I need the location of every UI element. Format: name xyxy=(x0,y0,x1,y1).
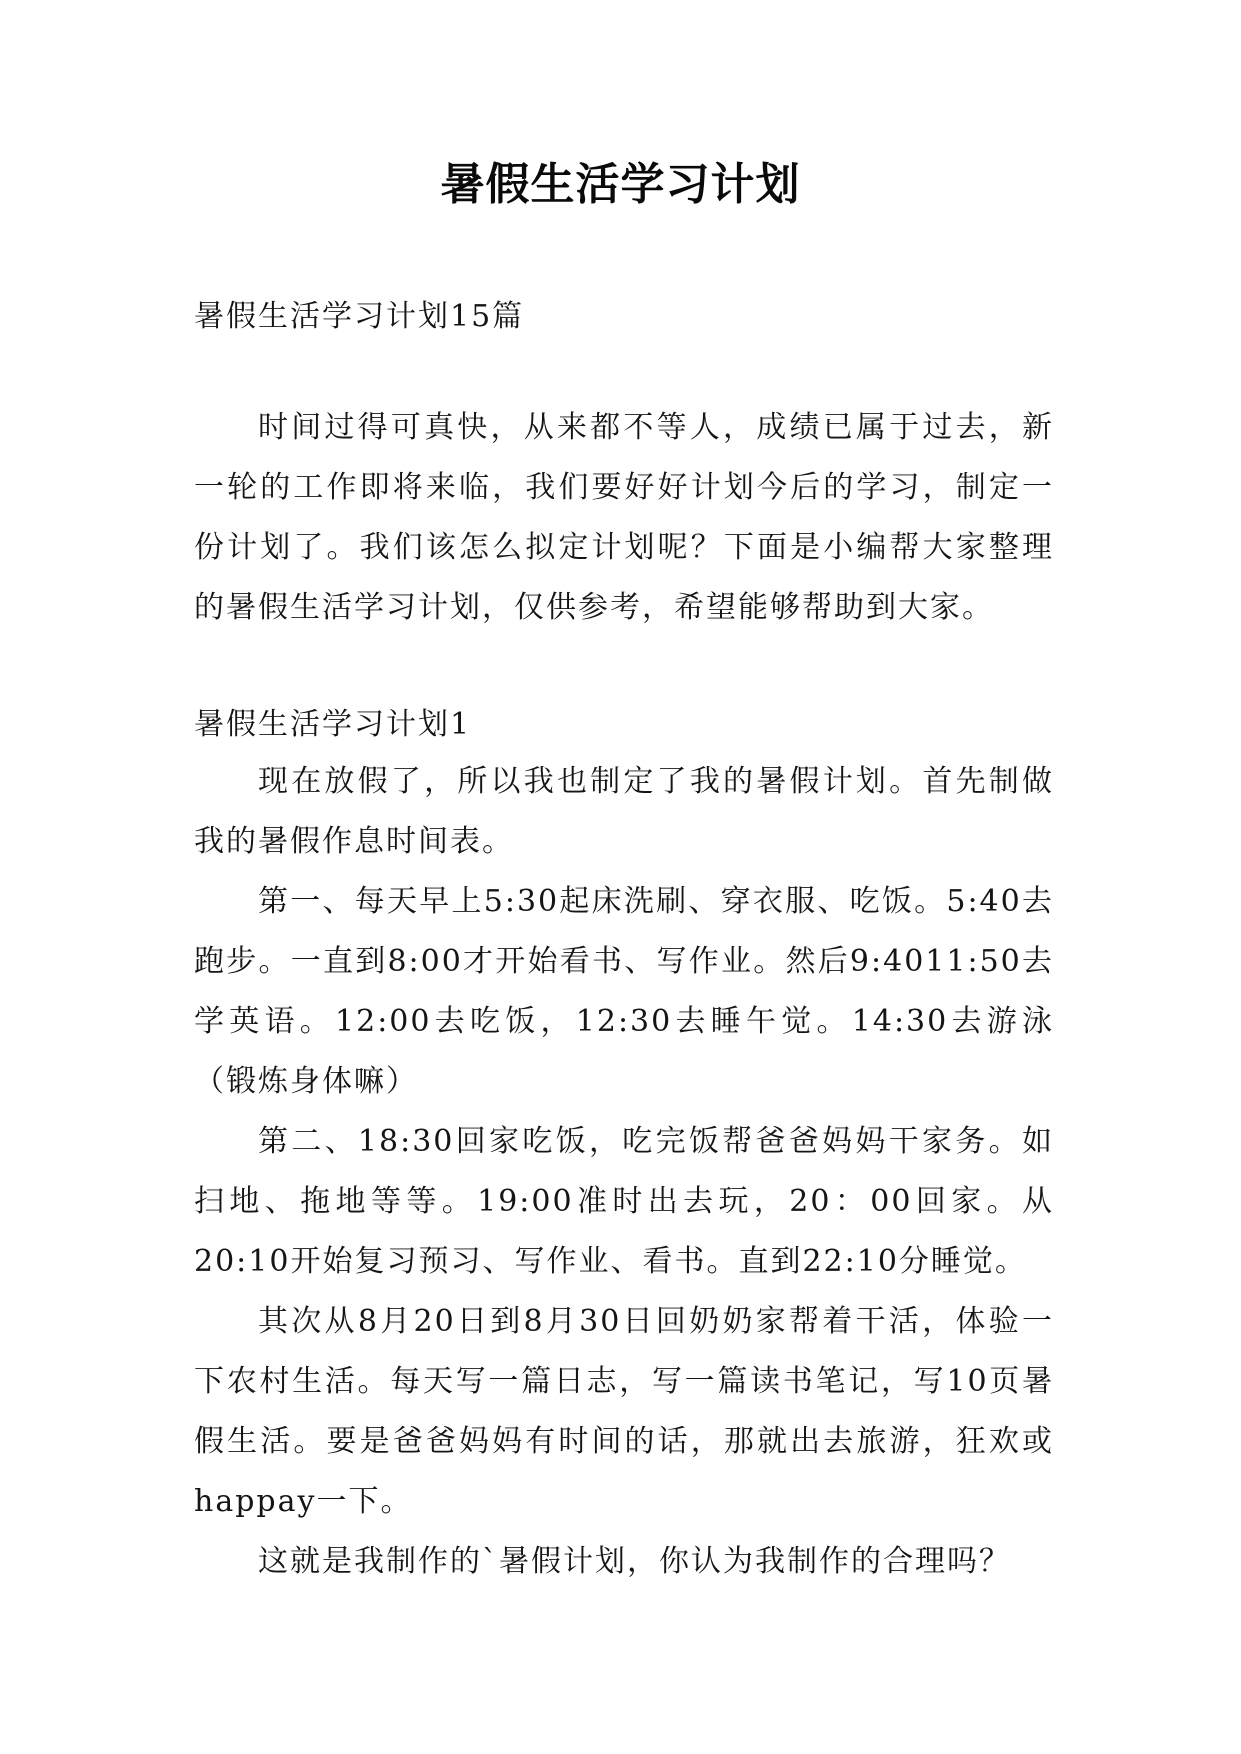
body-paragraph: 这就是我制作的`暑假计划，你认为我制作的合理吗？ xyxy=(258,1544,1011,1579)
document-title: 暑假生活学习计划 xyxy=(440,159,801,210)
body-paragraph: 第一、每天早上5:30起床洗刷、穿衣服、吃饭。5:40去跑步。一直到8:00才开始看书、写作业。然后9:4011:50去学英语。12:00去吃饭，12:30去睡午觉。14:30去游泳（锻炼身体嘛） xyxy=(194,884,1054,1099)
section-body xyxy=(194,752,1054,1592)
body-paragraph: 第二、18:30回家吃饭，吃完饭帮爸爸妈妈干家务。如扫地、拖地等等。19:00准时出去玩，20：00回家。从20:10开始复习预习、写作业、看书。直到22:10分睡觉。 xyxy=(194,1124,1054,1279)
body-paragraph: 其次从8月20日到8月30日回奶奶家帮着干活，体验一下农村生活。每天写一篇日志，写一篇读书笔记，写10页暑假生活。要是爸爸妈妈有时间的话，那就出去旅游，狂欢或happay一下。 xyxy=(194,1304,1054,1519)
body-paragraph: 现在放假了，所以我也制定了我的暑假计划。首先制做我的暑假作息时间表。 xyxy=(194,764,1054,859)
document-subtitle: 暑假生活学习计划15篇 xyxy=(194,299,525,334)
intro-paragraph: 时间过得可真快，从来都不等人，成绩已属于过去，新一轮的工作即将来临，我们要好好计划今后的学习，制定一份计划了。我们该怎么拟定计划呢？下面是小编帮大家整理的暑假生活学习计划，仅供参考，希望能够帮助到大家。 xyxy=(194,410,1054,625)
section-heading: 暑假生活学习计划1 xyxy=(194,707,472,742)
